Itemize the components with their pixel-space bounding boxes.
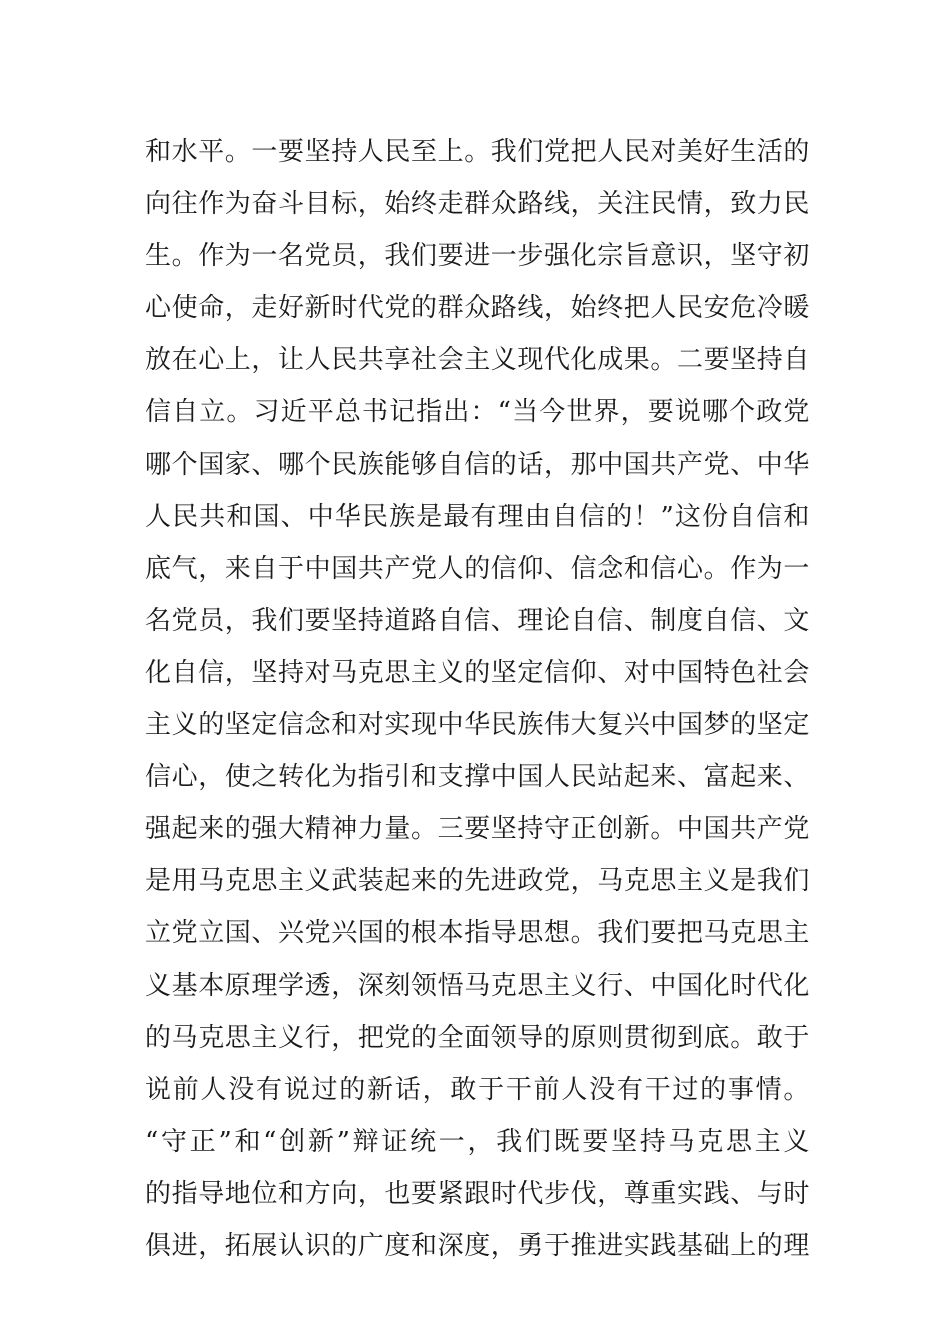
text-line: 心使命，走好新时代党的群众路线，始终把人民安危冷暖 [145,293,811,324]
text-line: 哪个国家、哪个民族能够自信的话，那中国共产党、中华 [145,449,811,480]
text-line: 立党立国、兴党兴国的根本指导思想。我们要把马克思主 [145,918,811,949]
text-line: 主义的坚定信念和对实现中华民族伟大复兴中国梦的坚定 [145,710,811,741]
text-line: 名党员，我们要坚持道路自信、理论自信、制度自信、文 [145,605,811,636]
text-line: 是用马克思主义武装起来的先进政党，马克思主义是我们 [145,866,811,897]
text-line: 强起来的强大精神力量。三要坚持守正创新。中国共产党 [145,814,811,845]
text-line: 义基本原理学透，深刻领悟马克思主义行、中国化时代化 [145,970,811,1001]
text-line: 的指导地位和方向，也要紧跟时代步伐，尊重实践、与时 [145,1178,811,1209]
text-line: 放在心上，让人民共享社会主义现代化成果。二要坚持自 [145,345,811,376]
text-line: 信自立。习近平总书记指出：“当今世界，要说哪个政党 [145,397,810,428]
text-line: 生。作为一名党员，我们要进一步强化宗旨意识，坚守初 [145,241,811,272]
body-paragraph [145,130,810,1276]
text-line: 的马克思主义行，把党的全面领导的原则贯彻到底。敢于 [145,1022,811,1053]
text-line: “守正”和“创新”辩证统一，我们既要坚持马克思主义 [145,1126,810,1157]
text-line: 化自信，坚持对马克思主义的坚定信仰、对中国特色社会 [145,657,811,688]
text-line: 说前人没有说过的新话，敢于干前人没有干过的事情。 [145,1074,810,1105]
text-line: 底气，来自于中国共产党人的信仰、信念和信心。作为一 [145,553,811,584]
text-line: 信心，使之转化为指引和支撑中国人民站起来、富起来、 [145,762,811,793]
text-line: 向往作为奋斗目标，始终走群众路线，关注民情，致力民 [145,189,811,220]
text-line: 和水平。一要坚持人民至上。我们党把人民对美好生活的 [145,137,811,167]
text-line: 俱进，拓展认识的广度和深度，勇于推进实践基础上的理 [145,1230,811,1261]
text-line: 人民共和国、中华民族是最有理由自信的！”这份自信和 [145,501,810,532]
